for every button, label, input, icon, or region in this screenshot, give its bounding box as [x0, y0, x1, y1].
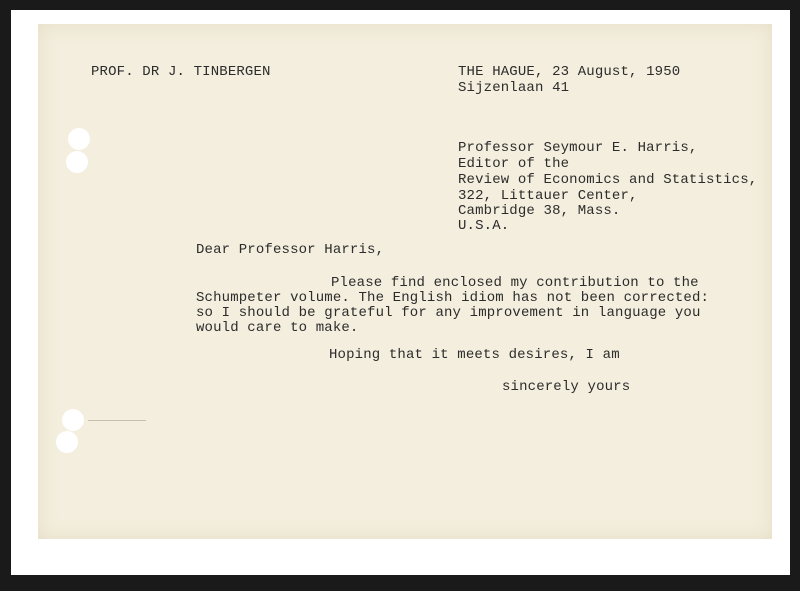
punch-hole — [56, 431, 78, 453]
punch-hole — [68, 128, 90, 150]
recipient-line: Review of Economics and Statistics, — [458, 172, 758, 188]
paper-crease-mark — [88, 420, 146, 421]
body-line: Schumpeter volume. The English idiom has not been corrected: — [196, 290, 710, 306]
place-and-date: THE HAGUE, 23 August, 1950 — [458, 64, 681, 80]
recipient-line: 322, Littauer Center, — [458, 188, 638, 204]
body-line: Please find enclosed my contribution to the — [331, 275, 699, 291]
recipient-line: U.S.A. — [458, 218, 510, 234]
body-line: would care to make. — [196, 320, 359, 336]
recipient-line: Editor of the — [458, 156, 570, 172]
closing-line: Hoping that it meets desires, I am — [329, 347, 620, 363]
salutation: Dear Professor Harris, — [196, 242, 385, 258]
signoff: sincerely yours — [502, 379, 631, 395]
recipient-line: Cambridge 38, Mass. — [458, 203, 621, 219]
punch-hole — [62, 409, 84, 431]
sender-name: PROF. DR J. TINBERGEN — [91, 64, 271, 80]
sender-street: Sijzenlaan 41 — [458, 80, 570, 96]
punch-hole — [66, 151, 88, 173]
recipient-line: Professor Seymour E. Harris, — [458, 140, 698, 156]
body-line: so I should be grateful for any improvement in language you — [196, 305, 701, 321]
